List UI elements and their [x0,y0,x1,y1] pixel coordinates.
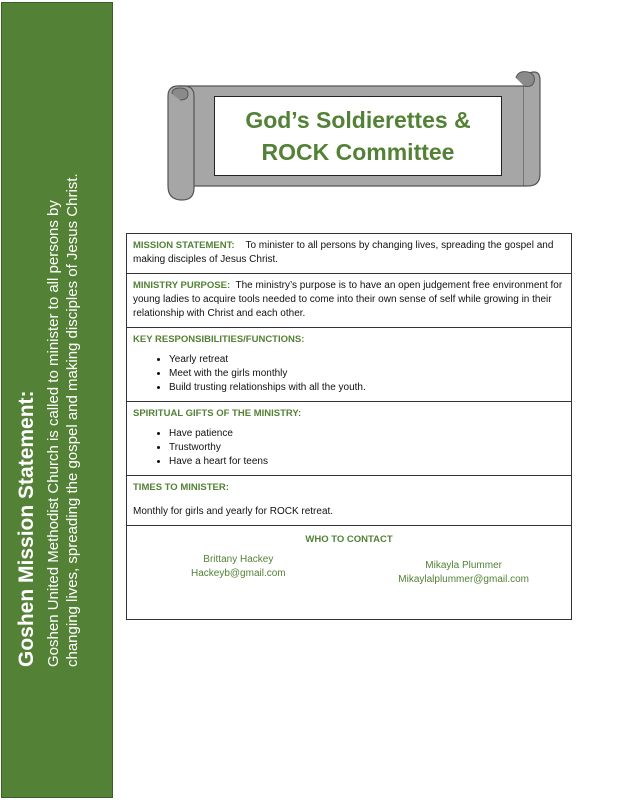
responsibilities-label: KEY RESPONSIBILITIES/FUNCTIONS: [133,334,305,345]
purpose-label: MINISTRY PURPOSE: [133,280,231,291]
contact-person [398,559,529,587]
contact-row [127,526,571,619]
list-item: • Yearly retreat [169,353,565,367]
contact-name: Brittany Hackey [203,554,274,565]
contact-email: Mikaylalplummer@gmail.com [398,574,529,585]
title-scroll-banner [164,66,542,206]
sidebar-body: Goshen United Methodist Church is called to minister to all persons by changing lives, spreading the gospel and making disciples of Jesus Christ. [45,173,81,667]
list-item: • Have patience [169,427,565,441]
mission-text: To minister to all persons by changing lives, spreading the gospel and making disciples of Jesus Christ. [133,240,554,265]
list-item: • Trustworthy [169,441,565,455]
gifts-row [127,402,571,476]
list-item: • Meet with the girls monthly [169,367,565,381]
responsibilities-list [133,353,565,395]
contact-label: WHO TO CONTACT [305,534,393,545]
times-row [127,476,571,526]
list-item: • Build trusting relationships with all the youth. [169,381,565,395]
banner-title-box [214,96,502,176]
mission-row [127,234,571,274]
contact-email: Hackeyb@gmail.com [191,568,286,579]
purpose-row [127,274,571,328]
list-item: • Have a heart for teens [169,455,565,469]
mission-sidebar [1,2,113,798]
times-text: Monthly for girls and yearly for ROCK retreat. [133,506,334,517]
banner-title [245,104,470,168]
gifts-label: SPIRITUAL GIFTS OF THE MINISTRY: [133,408,302,419]
mission-label: MISSION STATEMENT: [133,240,235,251]
purpose-text: The ministry’s purpose is to have an open judgement free environment for young ladies to acquire tools needed to come into their own sense of self while growing in their relationship with Christ and each other. [133,280,563,319]
ministry-info-table [126,233,572,620]
sidebar-rotated-text [2,3,114,799]
banner-title-line1: God’s Soldierettes & [245,107,471,133]
gifts-list [133,427,565,469]
times-label: TIMES TO MINISTER: [133,482,229,493]
contact-name: Mikayla Plummer [425,560,502,571]
contact-person [191,553,286,587]
responsibilities-row [127,328,571,402]
banner-title-line2: ROCK Committee [261,139,455,165]
sidebar-title: Goshen Mission Statement: [15,390,38,667]
contact-list [133,547,565,613]
